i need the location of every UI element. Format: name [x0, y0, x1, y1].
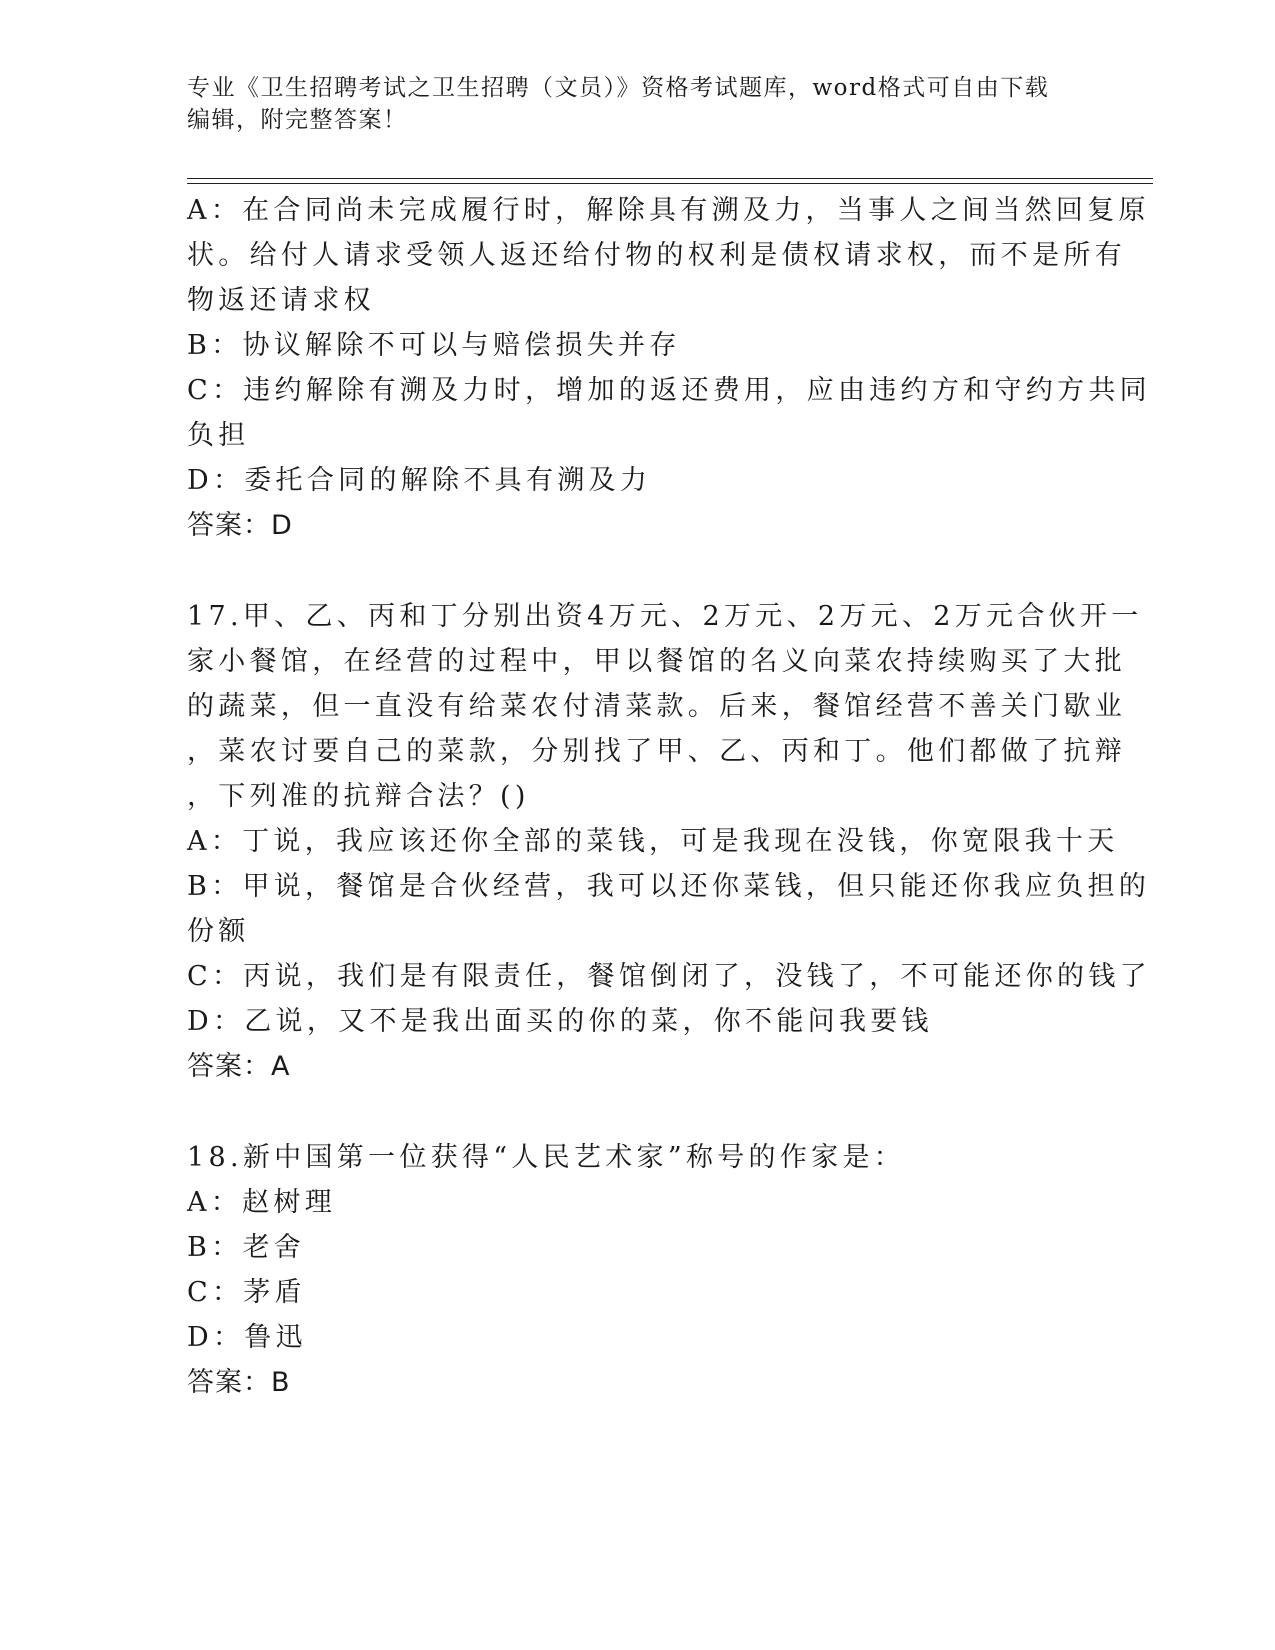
- text-line: A：丁说，我应该还你全部的菜钱，可是我现在没钱，你宽限我十天: [187, 826, 1119, 857]
- text-line: 的蔬菜，但一直没有给菜农付清菜款。后来，餐馆经营不善关门歇业: [187, 691, 1126, 722]
- document-body: [187, 188, 1151, 1405]
- question-16-options: [187, 188, 1151, 548]
- document-header: [187, 72, 1067, 136]
- text-line: 状。给付人请求受领人返还给付物的权利是债权请求权，而不是所有: [187, 240, 1126, 271]
- text-line: B：甲说，餐馆是合伙经营，我可以还你菜钱，但只能还你我应负担的: [187, 871, 1151, 902]
- text-line: A：在合同尚未完成履行时，解除具有溯及力，当事人之间当然回复原: [187, 195, 1150, 226]
- header-divider-bottom: [187, 183, 1153, 184]
- answer-16: 答案：D: [187, 510, 293, 541]
- answer-18: 答案：B: [187, 1367, 291, 1398]
- text-line: ，下列准的抗辩合法？(): [187, 781, 530, 812]
- text-line: ，菜农讨要自己的菜款，分别找了甲、乙、丙和丁。他们都做了抗辩: [187, 736, 1126, 767]
- text-line: 负担: [187, 420, 250, 451]
- text-line: D：乙说，又不是我出面买的你的菜，你不能问我要钱: [187, 1006, 933, 1037]
- text-line: B：老舍: [187, 1232, 306, 1263]
- text-line: 17.甲、乙、丙和丁分别出资4万元、2万元、2万元、2万元合伙开一: [187, 601, 1143, 632]
- answer-17: 答案：A: [187, 1051, 291, 1082]
- text-line: C：丙说，我们是有限责任，餐馆倒闭了，没钱了，不可能还你的钱了: [187, 961, 1151, 992]
- header-line-1: 专业《卫生招聘考试之卫生招聘（文员）》资格考试题库，word格式可自由下载: [187, 75, 1050, 101]
- text-line: D：鲁迅: [187, 1322, 307, 1353]
- text-line: B：协议解除不可以与赔偿损失并存: [187, 330, 681, 361]
- text-line: 家小餐馆，在经营的过程中，甲以餐馆的名义向菜农持续购买了大批: [187, 646, 1126, 677]
- text-line: D：委托合同的解除不具有溯及力: [187, 465, 652, 496]
- text-line: 份额: [187, 916, 250, 947]
- question-17: [187, 594, 1151, 1089]
- question-18: [187, 1135, 1087, 1405]
- text-line: C：违约解除有溯及力时，增加的返还费用，应由违约方和守约方共同: [187, 375, 1151, 406]
- text-line: A：赵树理: [187, 1187, 336, 1218]
- text-line: 18.新中国第一位获得“人民艺术家”称号的作家是：: [187, 1142, 906, 1173]
- header-line-2: 编辑，附完整答案！: [187, 107, 408, 133]
- text-line: C：茅盾: [187, 1277, 306, 1308]
- text-line: 物返还请求权: [187, 285, 375, 316]
- header-divider-top: [187, 178, 1153, 179]
